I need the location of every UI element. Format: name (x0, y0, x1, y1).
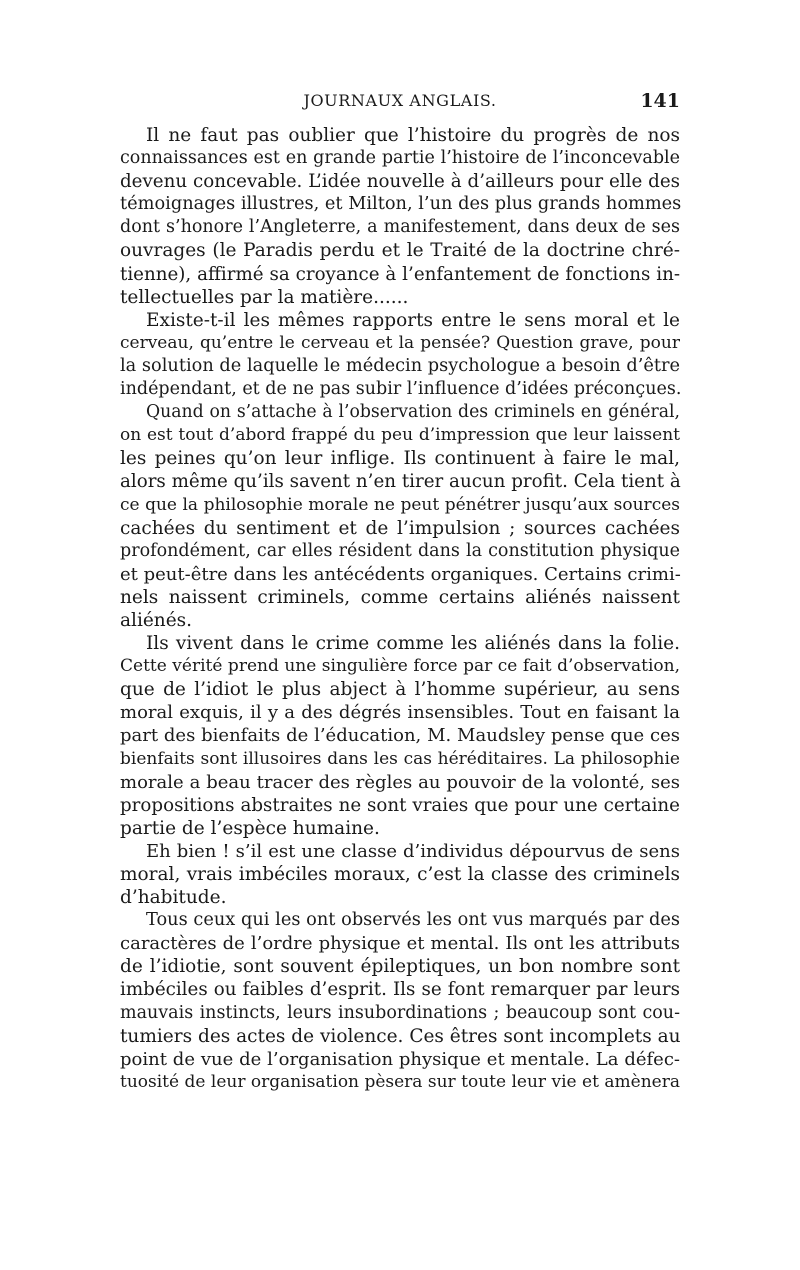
text-line: connaissances est en grande partie l’histoire de l’inconcevable (120, 148, 680, 169)
text-line: moral exquis, il y a des dégrés insensibles. Tout en faisant la (120, 702, 680, 724)
text-line: caractères de l’ordre physique et mental. Ils ont les attributs (120, 933, 680, 955)
text-line: nels naissent criminels, comme certains aliénés naissent (120, 586, 680, 608)
text-line: ouvrages (le Paradis perdu et le Traité de la doctrine chré- (120, 240, 680, 262)
text-line: propositions abstraites ne sont vraies que pour une certaine (120, 794, 680, 816)
text-line: Cette vérité prend une singulière force par ce fait d’observation, (120, 656, 680, 677)
text-line: Quand on s’attache à l’observation des criminels en général, (146, 402, 680, 423)
text-line: et peut-être dans les antécédents organiques. Certains crimi- (120, 563, 681, 585)
text-line: les peines qu’on leur inflige. Ils continuent à faire le mal, (120, 448, 680, 470)
text-line: imbéciles ou faibles d’esprit. Ils se font remarquer par leurs (120, 979, 680, 1001)
text-line: témoignages illustres, et Milton, l’un des plus grands hommes (120, 194, 682, 215)
text-line: Il ne faut pas oublier que l’histoire du progrès de nos (146, 125, 680, 146)
text-line: on est tout d’abord frappé du peu d’impression que leur laissent (120, 425, 680, 446)
text-line: Ils vivent dans le crime comme les aliénés dans la folie. (146, 633, 680, 655)
text-line: indépendant, et de ne pas subir l’influence d’idées préconçues. (120, 379, 682, 400)
text-line: point de vue de l’organisation physique et mentale. La défec- (120, 1048, 680, 1070)
text-line: tellectuelles par la matière...... (120, 286, 409, 308)
text-line: mauvais instincts, leurs insubordinations ; beaucoup sont cou- (120, 1002, 680, 1023)
text-line: aliénés. (120, 609, 193, 631)
text-line: partie de l’espèce humaine. (120, 817, 380, 839)
text-line: de l’idiotie, sont souvent épileptiques, un bon nombre sont (120, 956, 680, 978)
text-line: devenu concevable. L’idée nouvelle à d’ailleurs pour elle des (120, 171, 680, 193)
text-line: moral, vrais imbéciles moraux, c’est la classe des criminels (120, 864, 680, 885)
running-title: JOURNAUX ANGLAIS. (303, 91, 497, 110)
body-text (120, 124, 680, 1094)
text-line: ce que la philosophie morale ne peut pénétrer jusqu’aux sources (120, 494, 680, 515)
text-line: dont s’honore l’Angleterre, a manifestement, dans deux de ses (120, 217, 680, 238)
text-line: la solution de laquelle le médecin psychologue a besoin d’être (120, 355, 680, 376)
text-line: tienne), affirmé sa croyance à l’enfantement de fonctions in- (120, 263, 680, 285)
text-line: part des bienfaits de l’éducation, M. Maudsley pense que ces (120, 725, 680, 747)
text-line: cerveau, qu’entre le cerveau et la pensée? Question grave, pour (120, 332, 680, 353)
text-line: alors même qu’ils savent n’en tirer aucun profit. Cela tient à (120, 471, 681, 493)
text-line: morale a beau tracer des règles au pouvoir de la volonté, ses (120, 771, 680, 793)
page-number: 141 (640, 90, 680, 112)
text-line: Tous ceux qui les ont observés les ont vus marqués par des (146, 910, 680, 931)
text-line: bienfaits sont illusoires dans les cas héréditaires. La philosophie (120, 748, 680, 769)
text-line: d’habitude. (120, 887, 227, 909)
running-head (120, 86, 680, 116)
text-line: tuosité de leur organisation pèsera sur toute leur vie et amènera (120, 1071, 680, 1092)
text-line: Existe-t-il les mêmes rapports entre le sens moral et le (146, 309, 680, 331)
text-line: Eh bien ! s’il est une classe d’individus dépourvus de sens (146, 840, 680, 862)
text-line: cachées du sentiment et de l’impulsion ; sources cachées (120, 517, 680, 539)
text-line: tumiers des actes de violence. Ces êtres sont incomplets au (120, 1025, 681, 1047)
text-line: que de l’idiot le plus abject à l’homme supérieur, au sens (120, 679, 680, 701)
text-line: profondément, car elles résident dans la constitution physique (120, 540, 680, 561)
